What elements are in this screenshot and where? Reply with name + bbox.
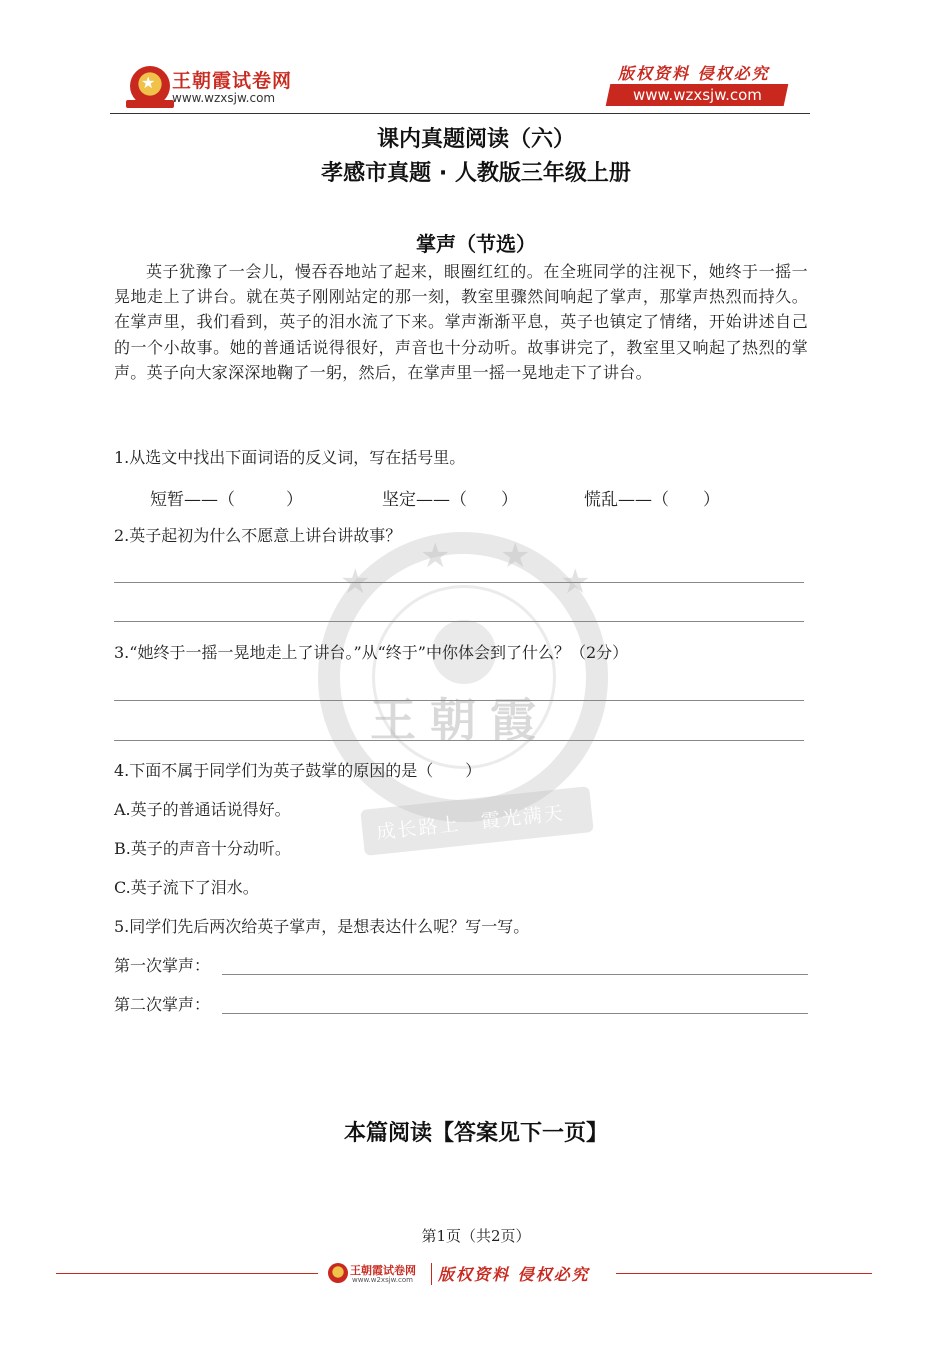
page-title: 课内真题阅读（六） [376,127,575,152]
header-copyright: 版权资料 侵权必究 [618,64,770,83]
watermark-banner-text: 成长路上 霞光满天 [375,802,566,844]
page-subtitle: 孝感市真题 · 人教版三年级上册 [321,161,631,186]
antonym-item [382,485,518,510]
watermark-char: 霞 [490,693,536,747]
footer-url[interactable]: www.w2xsjw.com [352,1276,413,1284]
header-url-box[interactable] [606,84,789,106]
answer-line[interactable] [114,700,804,701]
header-url-box-text: www.wzxsjw.com [632,86,762,104]
question-5: 5.同学们先后两次给英子掌声，是想表达什么呢？写一写。 [114,917,530,936]
antonym-word: 坚定—— [382,490,450,510]
antonym-answer-blank[interactable] [467,485,501,510]
antonym-answer-blank[interactable] [235,485,286,510]
question-4: 4.下面不属于同学们为英子鼓掌的原因的是（ ） [114,761,482,780]
first-applause-label: 第一次掌声： [114,956,211,975]
answer-close-paren: ） [286,490,303,510]
answer-close-paren: ） [703,490,720,510]
antonym-word: 短暂—— [150,490,218,510]
answer-line[interactable] [114,621,804,622]
watermark-star-icon: ★ [500,536,531,576]
option-c[interactable]: C.英子流下了泪水。 [114,878,259,897]
option-a[interactable]: A.英子的普通话说得好。 [114,800,291,819]
brand-logo-icon: ★ [130,66,170,106]
question-1: 1.从选文中找出下面词语的反义词，写在括号里。 [114,448,466,467]
footer-logo-icon [328,1263,348,1283]
option-b[interactable]: B.英子的声音十分动听。 [114,839,291,858]
answer-close-paren: ） [501,490,518,510]
watermark-char: 王 [370,693,416,747]
logo-ribbon [126,100,174,108]
passage-text: 英子犹豫了一会儿，慢吞吞地站了起来，眼圈红红的。在全班同学的注视下，她终于一摇一晃地走上了讲台。就在英子刚刚站定的那一刻，教室里骤然间响起了掌声，那掌声热烈而持久。在掌声里，我们看到，英子的泪水流了下来。掌声渐渐平息，英子也镇定了情绪，开始讲述自己的一个小故事。她的普通话说得很好，声音也十分动听。故事讲完了，教室里又响起了热烈的掌声。英子向大家深深地鞠了一躬，然后，在掌声里一摇一晃地走下了讲台。 [114,262,808,382]
header-divider [110,113,810,114]
answer-line[interactable] [114,582,804,583]
watermark-star-icon: ★ [340,562,371,602]
footer-separator [431,1263,432,1285]
answer-note: 本篇阅读【答案见下一页】 [343,1121,608,1146]
footer-line-right [616,1273,872,1274]
header-url[interactable]: www.wzxsjw.com [172,91,276,105]
question-2: 2.英子起初为什么不愿意上讲台讲故事？ [114,526,402,545]
second-applause-answer-line[interactable] [222,1013,808,1014]
watermark-star-icon: ★ [420,536,451,576]
second-applause-label: 第二次掌声： [114,995,211,1014]
watermark-star-icon: ★ [560,562,591,602]
answer-line[interactable] [114,740,804,741]
question-3: 3.“她终于一摇一晃地走上了讲台。”从“终于”中你体会到了什么？（2分） [114,643,629,662]
watermark-char: 朝 [430,693,476,747]
antonym-item [150,485,303,510]
antonym-item [584,485,720,510]
antonym-answer-blank[interactable] [669,485,703,510]
answer-open-paren: （ [218,490,235,510]
answer-open-paren: （ [652,490,669,510]
footer-copyright: 版权资料 侵权必究 [438,1265,590,1284]
header-brand: 王朝霞试卷网 [172,70,293,92]
answer-open-paren: （ [450,490,467,510]
antonym-word: 慌乱—— [584,490,652,510]
footer-line-left [56,1273,318,1274]
page-number: 第1页（共2页） [421,1227,531,1245]
first-applause-answer-line[interactable] [222,974,808,975]
footer-brand: 王朝霞试卷网 [350,1264,416,1277]
passage-title: 掌声（节选） [416,232,536,256]
